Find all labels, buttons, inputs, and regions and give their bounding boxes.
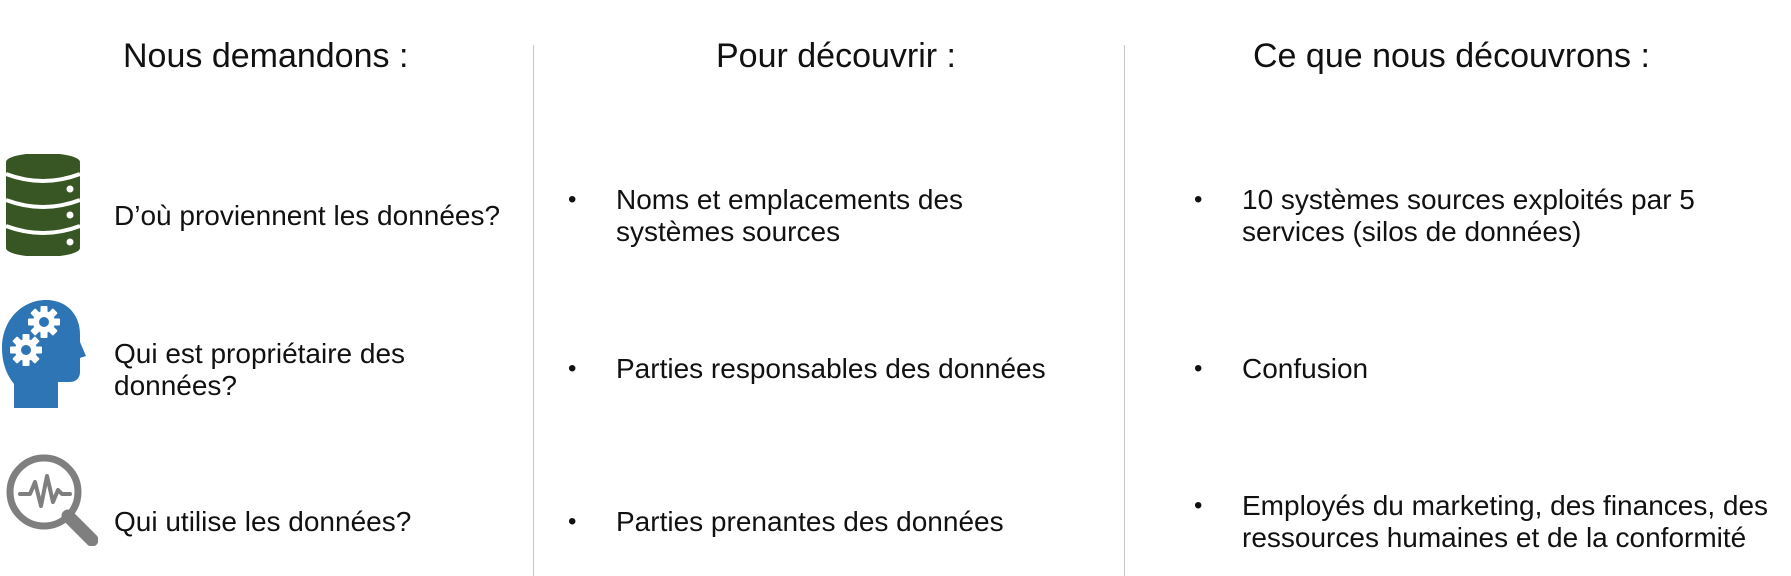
database-icon (4, 154, 82, 256)
bullet: • (1194, 492, 1203, 519)
question-data-owner: Qui est propriétaire des données? (114, 338, 406, 401)
bullet: • (568, 186, 577, 213)
question-data-origin: D’où proviennent les données? (114, 200, 501, 231)
header-find: Ce que nous découvrons : (1253, 37, 1650, 75)
column-divider-right (1124, 45, 1125, 576)
bullet: • (1194, 355, 1203, 382)
bullet: • (1194, 186, 1203, 213)
finding-item-3: Employés du marketing, des finances, des ressources humaines et de la conformité (1242, 490, 1769, 553)
bullet: • (568, 355, 577, 382)
finding-item-2: Confusion (1242, 353, 1369, 384)
discover-item-3: Parties prenantes des données (616, 506, 1004, 537)
head-gears-icon (2, 300, 86, 408)
column-divider-left (533, 45, 534, 576)
bullet: • (568, 508, 577, 535)
question-data-users: Qui utilise les données? (114, 506, 412, 537)
magnifier-pulse-icon (4, 452, 98, 546)
header-ask: Nous demandons : (123, 37, 409, 75)
header-discover: Pour découvrir : (716, 37, 956, 75)
discover-item-1: Noms et emplacements des systèmes sources (616, 184, 964, 247)
discover-item-2: Parties responsables des données (616, 353, 1046, 384)
finding-item-1: 10 systèmes sources exploités par 5 services (silos de données) (1242, 184, 1695, 247)
